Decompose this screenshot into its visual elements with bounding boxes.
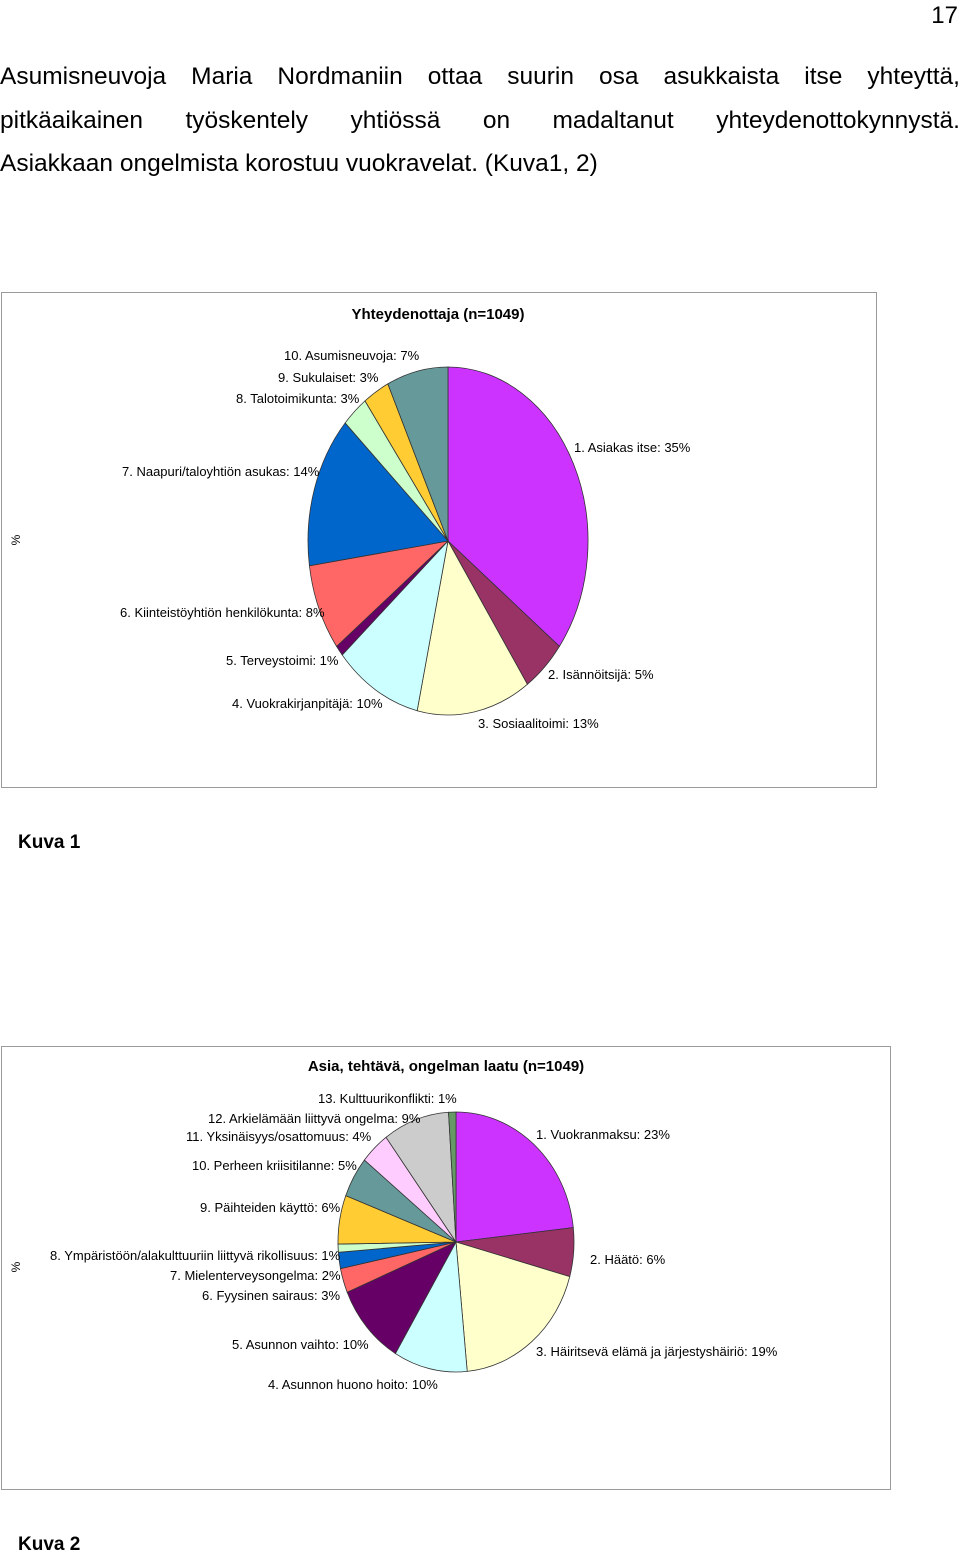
chart-2-label-12: 12. Arkielämään liittyvä ongelma: 9% bbox=[208, 1111, 421, 1126]
chart-1-label-10: 10. Asumisneuvoja: 7% bbox=[284, 348, 420, 363]
figure-caption-1: Kuva 1 bbox=[18, 832, 81, 853]
chart-2-label-10: 10. Perheen kriisitilanne: 5% bbox=[192, 1158, 357, 1173]
chart-1-label-6: 6. Kiinteistöyhtiön henkilökunta: 8% bbox=[120, 605, 325, 620]
chart-1-label-8: 8. Talotoimikunta: 3% bbox=[236, 391, 360, 406]
chart-1-label-3: 3. Sosiaalitoimi: 13% bbox=[478, 716, 599, 731]
intro-paragraph bbox=[0, 55, 960, 186]
chart-1-label-4: 4. Vuokrakirjanpitäjä: 10% bbox=[232, 696, 383, 711]
chart-2-label-5: 5. Asunnon vaihto: 10% bbox=[232, 1337, 369, 1352]
chart-2-label-2: 2. Häätö: 6% bbox=[590, 1252, 666, 1267]
chart-2-label-4: 4. Asunnon huono hoito: 10% bbox=[268, 1377, 438, 1392]
chart-2-ylabel: % bbox=[9, 1261, 23, 1273]
page-number: 17 bbox=[931, 2, 958, 29]
pie-chart-2-canvas bbox=[2, 1047, 890, 1489]
chart-2-label-1: 1. Vuokranmaksu: 23% bbox=[536, 1127, 670, 1142]
intro-line-3: Asiakkaan ongelmista korostuu vuokravelat. (Kuva1, 2) bbox=[0, 150, 598, 177]
chart-2-label-13: 13. Kulttuurikonflikti: 1% bbox=[318, 1091, 457, 1106]
chart-1-label-1: 1. Asiakas itse: 35% bbox=[574, 440, 691, 455]
pie-chart-1-canvas bbox=[2, 293, 876, 787]
chart-yhteydenottaja bbox=[1, 292, 877, 788]
chart-2-label-3: 3. Häiritsevä elämä ja järjestyshäiriö: 19% bbox=[536, 1344, 778, 1359]
chart-ongelman-laatu bbox=[1, 1046, 891, 1490]
chart-2-label-11: 11. Yksinäisyys/osattomuus: 4% bbox=[186, 1129, 372, 1144]
chart-1-label-7: 7. Naapuri/taloyhtiön asukas: 14% bbox=[122, 464, 320, 479]
intro-line-2: pitkäaikainen työskentely yhtiössä on madaltanut yhteydenottokynnystä. bbox=[0, 106, 960, 134]
chart-1-label-5: 5. Terveystoimi: 1% bbox=[226, 653, 339, 668]
chart-2-label-8: 8. Ympäristöön/alakulttuuriin liittyvä rikollisuus: 1% bbox=[50, 1248, 341, 1263]
figure-caption-2: Kuva 2 bbox=[18, 1534, 81, 1555]
chart-2-label-7: 7. Mielenterveysongelma: 2% bbox=[170, 1268, 341, 1283]
chart-2-label-6: 6. Fyysinen sairaus: 3% bbox=[202, 1288, 341, 1303]
chart-2-title: Asia, tehtävä, ongelman laatu (n=1049) bbox=[307, 1058, 585, 1075]
chart-1-title: Yhteydenottaja (n=1049) bbox=[351, 306, 525, 323]
chart-2-label-9: 9. Päihteiden käyttö: 6% bbox=[200, 1200, 341, 1215]
chart-1-label-9: 9. Sukulaiset: 3% bbox=[278, 370, 379, 385]
chart-1-label-2: 2. Isännöitsijä: 5% bbox=[548, 667, 654, 682]
intro-line-1: Asumisneuvoja Maria Nordmaniin ottaa suurin osa asukkaista itse yhteyttä, bbox=[0, 63, 960, 90]
chart-1-ylabel: % bbox=[9, 534, 23, 546]
